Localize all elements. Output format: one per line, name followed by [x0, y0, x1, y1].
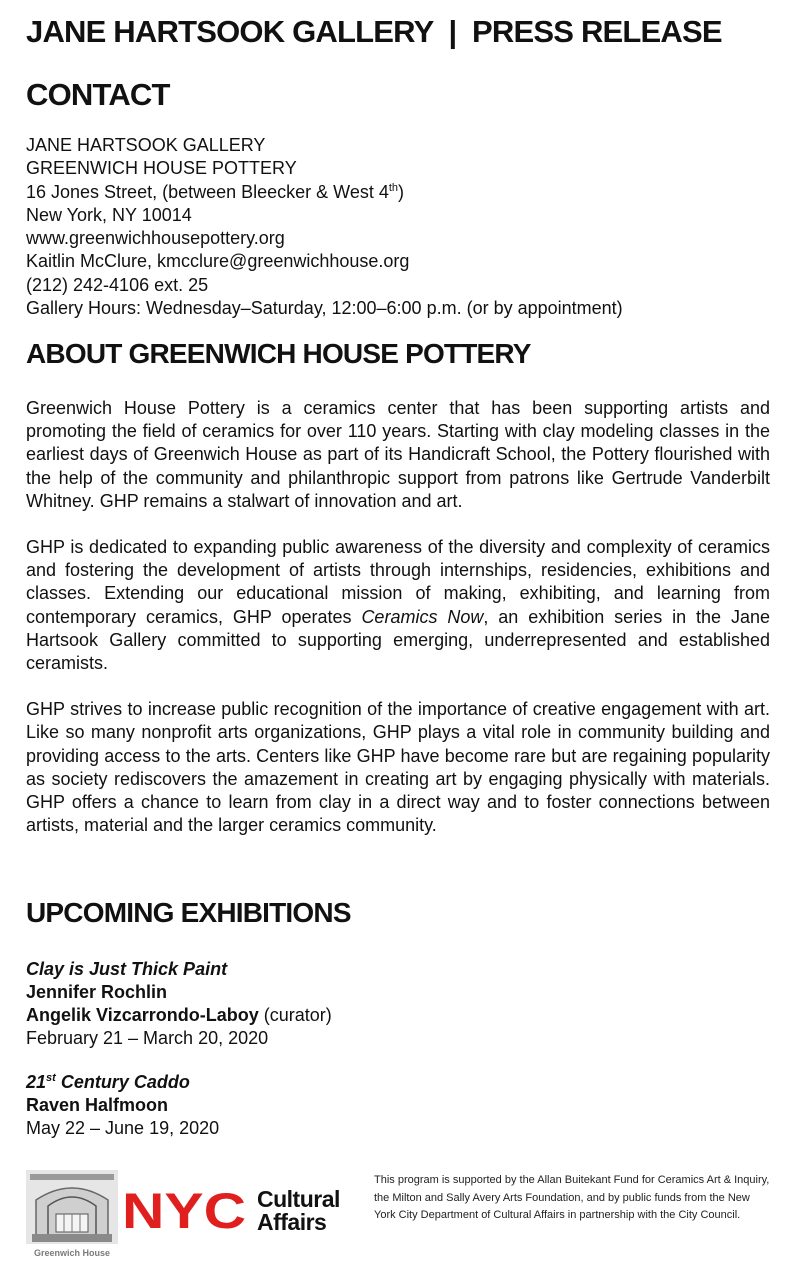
greenwich-house-logo-text: Greenwich House: [33, 1248, 111, 1258]
exhibition-title: 21st Century Caddo: [26, 1072, 190, 1092]
about-paragraph-1: Greenwich House Pottery is a ceramics center that has been supporting artists and promoting the field of ceramics for over 110 years. Starting with clay modeling classes in the earliest days of Greenwich House as part of its Handicraft School, the Pottery flourished with the help of the community and philanthropic support from patrons like Gertrude Vanderbilt Whitney. GHP remains a stalwart of innovation and art.: [26, 398, 770, 511]
nyc-logo-mark: [122, 1188, 250, 1234]
contact-heading: CONTACT: [26, 77, 170, 112]
about-paragraph-3: GHP strives to increase public recognition of the importance of creative engagement with art. Like so many nonprofit arts organizations, GHP plays a vital role in community building and providing access to the arts. Centers like GHP have become rare but are regaining popularity as society rediscovers the amazement in creating art by engaging physically with materials. GHP offers a chance to learn from clay in a direct way and to foster connections between artists, material and the larger ceramics community.: [26, 699, 770, 836]
contact-person: Kaitlin McClure, kmcclure@greenwichhouse.org: [26, 251, 410, 272]
contact-org-name: GREENWICH HOUSE POTTERY: [26, 158, 297, 179]
nyc-logo-text: NYC: [122, 1188, 246, 1234]
contact-gallery-name: JANE HARTSOOK GALLERY: [26, 135, 266, 155]
greenwich-house-logo: [26, 1170, 118, 1260]
exhibition-curator: Angelik Vizcarrondo-Laboy (curator): [26, 1005, 332, 1025]
contact-city: New York, NY 10014: [26, 204, 192, 225]
about-paragraph-2: GHP is dedicated to expanding public awareness of the diversity and complexity of ceramics and fostering the development of artists through internships, residencies, exhibitions and classes. Extending our educational mission of making, exhibiting, and learning from contemporary ceramics, GHP operates Ceramics Now, an exhibition series in the Jane Hartsook Gallery committed to supporting emerging, underrepresented and established ceramists.: [26, 537, 770, 674]
page-title: JANE HARTSOOK GALLERY | PRESS RELEASE: [26, 14, 722, 49]
funding-statement: This program is supported by the Allan Buitekant Fund for Ceramics Art & Inquiry, the Milton and Sally Avery Arts Foundation, and by public funds from the New York City Department of Cultural Affairs in partnership with the City Council.: [374, 1174, 770, 1222]
about-heading: ABOUT GREENWICH HOUSE POTTERY: [26, 338, 531, 369]
cultural-affairs-wordmark: Cultural Affairs: [257, 1186, 340, 1235]
contact-address: 16 Jones Street, (between Bleecker & West 4th): [26, 181, 405, 202]
contact-block: [26, 134, 623, 320]
exhibition-dates: May 22 – June 19, 2020: [26, 1118, 220, 1138]
contact-website-link[interactable]: www.greenwichhousepottery.org: [26, 228, 285, 249]
exhibition-artist: Jennifer Rochlin: [26, 982, 168, 1002]
contact-hours: Gallery Hours: Wednesday–Saturday, 12:00–6:00 p.m. (or by appointment): [26, 298, 623, 319]
exhibition-title: Clay is Just Thick Paint: [26, 959, 228, 979]
upcoming-heading: UPCOMING EXHIBITIONS: [26, 897, 351, 928]
contact-phone: (212) 242-4106 ext. 25: [26, 274, 209, 295]
exhibition-artist: Raven Halfmoon: [26, 1095, 169, 1115]
exhibition-dates: February 21 – March 20, 2020: [26, 1028, 269, 1048]
greenwich-house-building-icon: [26, 1170, 118, 1260]
exhibition-entry: [26, 1071, 219, 1140]
exhibition-entry: [26, 958, 332, 1050]
about-body: [26, 397, 770, 860]
